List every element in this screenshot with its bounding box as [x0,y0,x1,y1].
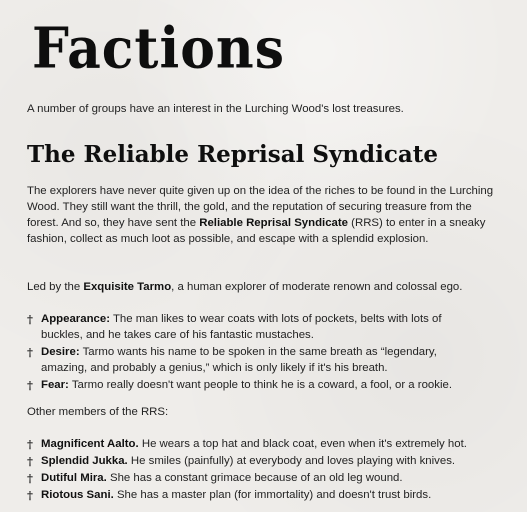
list-item [27,453,507,469]
intro-paragraph: A number of groups have an interest in the Lurching Wood's lost treasures. [27,103,404,115]
leader-prefix: Led by the [27,281,84,293]
dagger-bullet-icon: † [27,437,33,451]
dagger-bullet-icon: † [27,488,33,502]
list-item [27,344,477,376]
members-list [27,436,507,504]
list-item [27,487,507,503]
dagger-bullet-icon: † [27,345,33,359]
leader-traits-list [27,311,477,394]
faction-name-bold: Reliable Reprisal Syndicate [199,217,349,229]
trait-label: Appearance: [41,313,111,325]
faction-description [27,183,497,247]
trait-label: Desire: [41,346,80,358]
member-name: Splendid Jukka. [41,455,128,467]
member-text: She has a master plan (for immortality) and doesn't trust birds. [113,489,432,501]
trait-label: Fear: [41,379,69,391]
list-item [27,311,477,343]
trait-text: The man likes to wear coats with lots of pockets, belts with lots of buckles, and he takes care of his fantastic mustaches. [41,313,442,341]
member-text: He smiles (painfully) at everybody and loves playing with knives. [127,455,456,467]
list-item [27,377,477,393]
member-name: Magnificent Aalto. [41,438,139,450]
dagger-bullet-icon: † [27,312,33,326]
leader-suffix: , a human explorer of moderate renown and colossal ego. [171,281,463,293]
list-item [27,436,507,452]
trait-text: Tarmo really doesn't want people to think he is a coward, a fool, or a rookie. [68,379,452,391]
dagger-bullet-icon: † [27,378,33,392]
description-text-2: (RRS) to enter in a sneaky fashion, collect as much loot as possible, and escape with a splendid explosion. [27,217,486,245]
leader-paragraph [27,279,497,295]
member-text: She has a constant grimace because of an old leg wound. [106,472,403,484]
member-text: He wears a top hat and black coat, even when it's extremely hot. [138,438,467,450]
members-label: Other members of the RRS: [27,406,169,418]
description-text-1: The explorers have never quite given up on the idea of the riches to be found in the Lurching Wood. They still want the thrill, the gold, and the reputation of securing treasure from the forest. And so, they have sent the [27,185,494,229]
member-name: Dutiful Mira. [41,472,107,484]
faction-heading: The Reliable Reprisal Syndicate [27,141,439,168]
list-item [27,470,507,486]
dagger-bullet-icon: † [27,471,33,485]
trait-text: Tarmo wants his name to be spoken in the same breath as “legendary, amazing, and probably a genius,” which is only likely if it's his breath. [41,346,437,374]
member-name: Riotous Sani. [41,489,114,501]
leader-name: Exquisite Tarmo [83,281,172,293]
page-title: Factions [32,15,285,82]
dagger-bullet-icon: † [27,454,33,468]
